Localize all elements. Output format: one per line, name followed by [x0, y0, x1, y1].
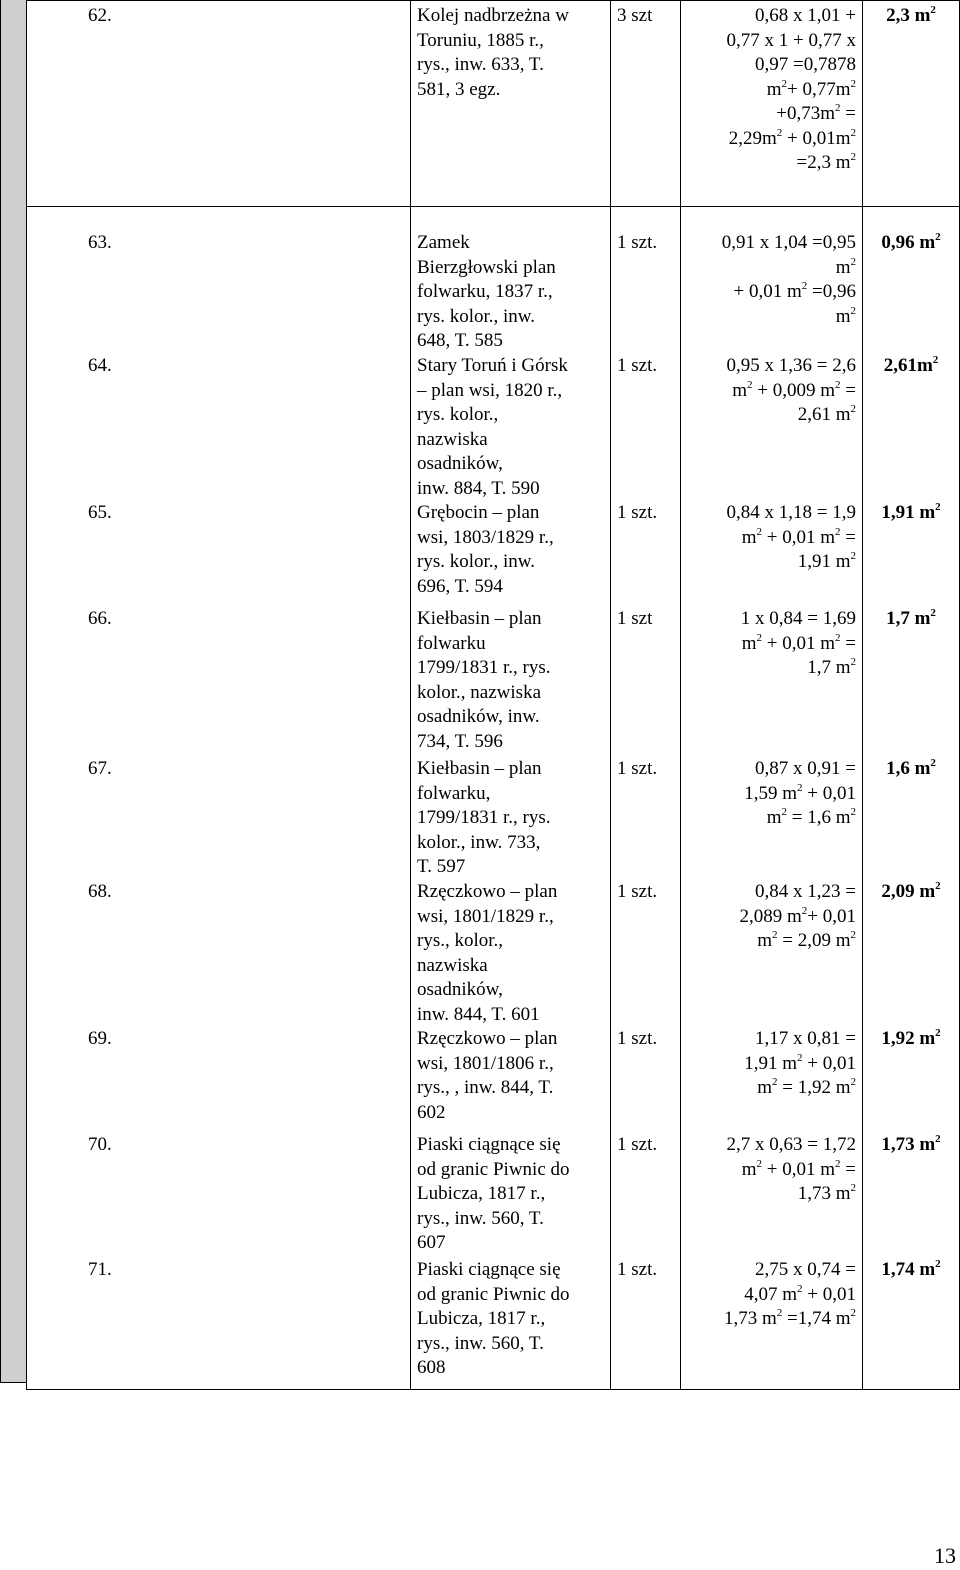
title-line: rys., kolor., [417, 930, 504, 951]
title-cell [411, 207, 611, 1390]
title-line: folwarku, [417, 782, 491, 804]
title-line: od granic Piwnic do [417, 1158, 570, 1180]
title-line: nazwiska [417, 954, 488, 976]
page-number: 13 [934, 1542, 956, 1568]
calc-line: $m^2$ [835, 304, 856, 327]
title-line: rys. kolor., inw. [417, 551, 536, 572]
entry-number: 69. [88, 1028, 112, 1049]
total-area: $2,61m^2$ [883, 354, 939, 376]
title-line: 734, T. 596 [417, 730, 503, 752]
total-area: 2,09 $m^2$ [881, 880, 941, 902]
title-line: Toruniu, 1885 r., [417, 29, 544, 51]
title-line: rys., inw. 560, T. [417, 1332, 544, 1354]
title-cell [411, 1, 611, 207]
title-line: nazwiska [417, 428, 488, 450]
calc-line: $m^2 + 0,01$ $m^2$ = [741, 525, 856, 548]
calc-line: 1,91 $m^2 + 0,01$ [744, 1051, 856, 1074]
total-area: 1,91 $m^2$ [881, 501, 941, 523]
quantity: 1 szt. [617, 1259, 658, 1280]
entry-number: 70. [88, 1134, 112, 1155]
calc-line: $m^2$ [835, 255, 856, 278]
title-line: Rzęczkowo – plan [417, 881, 558, 902]
title-line: od granic Piwnic do [417, 1283, 570, 1305]
total-cell [863, 1, 960, 207]
calc-line: 2,089 $m^2+ 0,01$ [739, 904, 856, 927]
title-line: kolor., nazwiska [417, 681, 542, 703]
title-line: rys. kolor., [417, 404, 499, 425]
calc-line: 0,97 =0,7878 [755, 54, 856, 75]
calc-line: 1 x 0,84 = 1,69 [740, 608, 856, 629]
calc-line: $+0,73m^2$ = [776, 102, 856, 124]
title-line: osadników, [417, 453, 503, 474]
quantity: 1 szt. [617, 502, 658, 523]
entry-number: 63. [88, 232, 112, 253]
entry-number: 64. [88, 355, 112, 376]
entry-number: 68. [88, 881, 112, 902]
title-line: Piaski ciągnące się [417, 1134, 561, 1155]
total-area: 1,92 $m^2$ [881, 1027, 941, 1049]
calc-line: 2,61 $m^2$ [797, 403, 856, 425]
table-row [27, 1, 960, 207]
calc-line: 4,07 $m^2 + 0,01$ [744, 1282, 856, 1305]
title-line: 648, T. 585 [417, 330, 503, 351]
calc-line: $m^2 + 0,01$ $m^2$ = [741, 631, 856, 654]
title-line: folwarku [417, 632, 486, 654]
total-area: 0,96 $m^2$ [881, 231, 941, 253]
entry-number: 65. [88, 502, 112, 523]
title-line: wsi, 1801/1806 r., [417, 1052, 554, 1074]
calc-line: 0,68 x 1,01 + [755, 5, 856, 26]
title-line: osadników, inw. [417, 706, 540, 727]
calculation-cell [681, 1, 863, 207]
entry-number: 62. [88, 5, 112, 26]
table-row [27, 207, 960, 1390]
title-line: – plan wsi, 1820 r., [417, 379, 563, 401]
quantity: 1 szt [617, 608, 653, 629]
title-line: Zamek [417, 232, 470, 253]
number-cell [27, 1, 411, 207]
calc-line: =2,3 $m^2$ [796, 151, 856, 173]
title-line: Grębocin – plan [417, 502, 540, 523]
title-line: wsi, 1801/1829 r., [417, 905, 554, 927]
calc-line: 0,91 x 1,04 =0,95 [721, 232, 856, 253]
inventory-table [26, 0, 960, 1390]
quantity: 1 szt. [617, 1028, 658, 1049]
title-line: rys. kolor., inw. [417, 305, 536, 327]
quantity: 1 szt. [617, 355, 658, 376]
calc-line: + 0,01 $m^2 =0,96$ [733, 280, 856, 302]
quantity: 1 szt. [617, 1134, 658, 1155]
title-line: folwarku, 1837 r., [417, 281, 553, 302]
calc-line: 0,87 x 0,91 = [755, 758, 856, 779]
calc-line: $2,29m^2 + 0,01m^2$ [728, 126, 856, 149]
title-line: Lubicza, 1817 r., [417, 1183, 546, 1204]
total-cell [863, 207, 960, 1390]
total-area: 1,6 $m^2$ [886, 757, 936, 779]
total-area: 1,74 $m^2$ [881, 1258, 941, 1280]
title-line: kolor., inw. 733, [417, 831, 541, 853]
title-line: Kiełbasin – plan [417, 758, 542, 779]
calc-line: $m^2 + 0,01$ $m^2$ = [741, 1157, 856, 1180]
title-line: wsi, 1803/1829 r., [417, 526, 554, 548]
calc-line: 2,7 x 0,63 = 1,72 [726, 1134, 856, 1155]
title-line: inw. 844, T. 601 [417, 1003, 540, 1025]
title-line: 696, T. 594 [417, 575, 503, 597]
title-line: osadników, [417, 979, 503, 1000]
title-line: Piaski ciągnące się [417, 1259, 561, 1280]
calc-line: 0,77 x 1 + 0,77 x [726, 29, 856, 51]
title-line: Lubicza, 1817 r., [417, 1308, 546, 1329]
calc-line: 1,59 $m^2 + 0,01$ [744, 781, 856, 804]
calc-line: 1,73 $m^2$ [797, 1182, 856, 1204]
quantity-cell [611, 1, 681, 207]
calculation-cell [681, 207, 863, 1390]
title-line: 608 [417, 1357, 446, 1378]
title-line: rys., , inw. 844, T. [417, 1077, 554, 1098]
quantity: 1 szt. [617, 881, 658, 902]
entry-number: 67. [88, 758, 112, 779]
title-line: T. 597 [417, 856, 466, 877]
total-area: 1,7 $m^2$ [886, 607, 936, 629]
calc-line: $m^2 = 1,92$ $m^2$ [757, 1076, 856, 1098]
calc-line: $m^2 + 0,009$ $m^2$ = [732, 378, 856, 401]
calc-line: 1,7 $m^2$ [807, 656, 856, 678]
title-line: Kolej nadbrzeżna w [417, 5, 569, 26]
calc-line: $m^2 = 2,09$ $m^2$ [757, 929, 856, 951]
calc-line: 1,91 $m^2$ [797, 550, 856, 572]
calc-line: 1,73 $m^2 =1,74$ $m^2$ [723, 1307, 856, 1329]
title-line: rys., inw. 633, T. [417, 54, 544, 75]
title-line: 602 [417, 1101, 446, 1123]
entry-number: 66. [88, 608, 112, 629]
calc-line: 1,17 x 0,81 = [755, 1028, 856, 1049]
title-line: Kiełbasin – plan [417, 608, 542, 629]
total-area: 1,73 $m^2$ [881, 1133, 941, 1155]
title-line: 1799/1831 r., rys. [417, 657, 551, 678]
calc-line: $m^2 = 1,6$ $m^2$ [766, 806, 856, 828]
calc-line: 0,95 x 1,36 = 2,6 [726, 355, 856, 376]
title-line: 1799/1831 r., rys. [417, 807, 551, 828]
title-line: Bierzgłowski plan [417, 256, 556, 278]
title-line: rys., inw. 560, T. [417, 1207, 544, 1229]
number-cell [27, 207, 411, 1390]
total-area: 2,3 $m^2$ [886, 4, 936, 26]
title-line: inw. 884, T. 590 [417, 477, 540, 499]
quantity: 1 szt. [617, 232, 658, 253]
title-line: Rzęczkowo – plan [417, 1028, 558, 1049]
title-line: 607 [417, 1232, 446, 1253]
calc-line: 0,84 x 1,18 = 1,9 [726, 502, 856, 523]
calc-line: $m^2+ 0,77m^2$ [766, 77, 856, 100]
quantity-cell [611, 207, 681, 1390]
entry-number: 71. [88, 1259, 112, 1280]
title-line: Stary Toruń i Górsk [417, 355, 568, 376]
quantity: 3 szt [617, 5, 653, 26]
calc-line: 2,75 x 0,74 = [755, 1259, 856, 1280]
calc-line: 0,84 x 1,23 = [755, 881, 856, 902]
left-margin-bar [0, 0, 26, 1383]
quantity: 1 szt. [617, 758, 658, 779]
title-line: 581, 3 egz. [417, 78, 501, 100]
